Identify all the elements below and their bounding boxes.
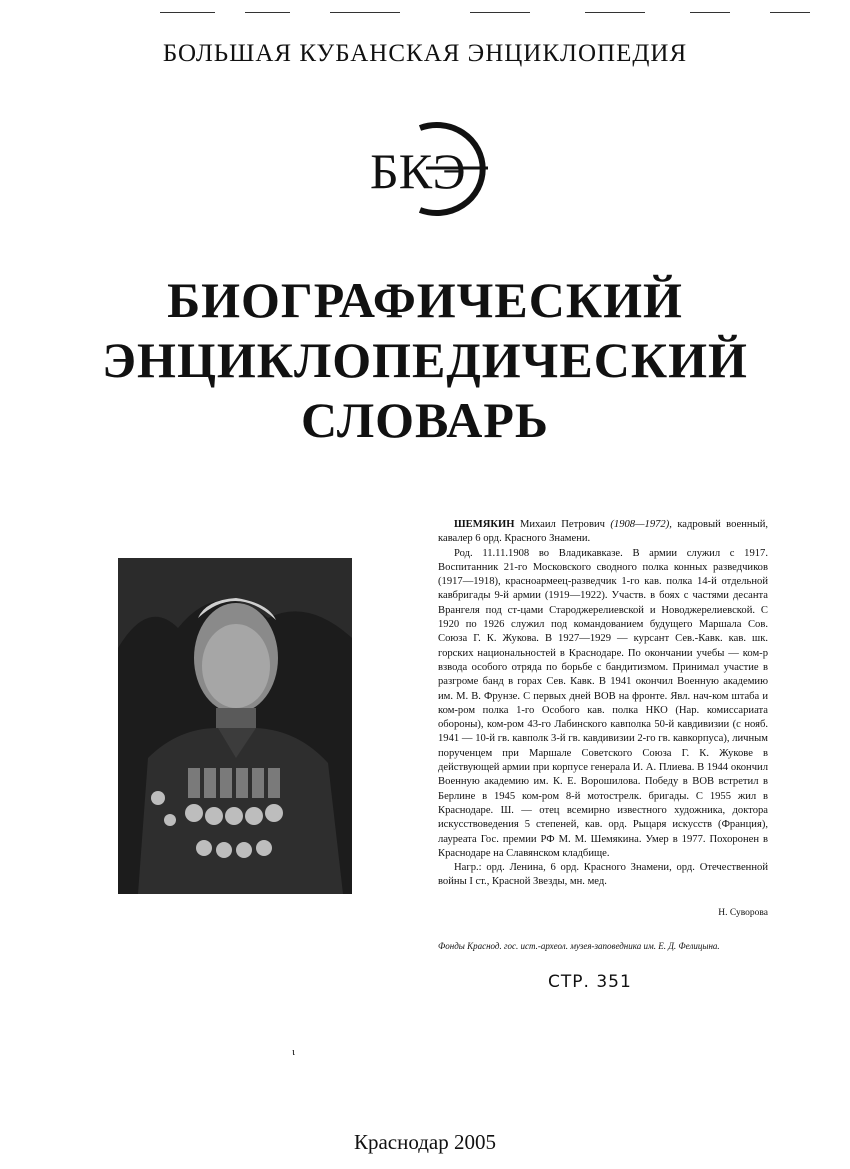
entry-lead: кадровый военный, кавалер 6 орд. Красного Знамени.	[438, 519, 769, 545]
entry-name: Михаил Петрович	[519, 519, 605, 530]
publication-place-year: Краснодар 2005	[353, 1130, 497, 1154]
entry-headword: ШЕМЯКИН	[454, 519, 515, 530]
portrait-photo	[118, 558, 352, 894]
top-rule-3	[330, 12, 400, 13]
top-rule-1	[160, 12, 215, 13]
entry-awards: Нагр.: орд. Ленина, 6 орд. Красного Знамени, орд. Отечественной войны I ст., Красной Звезды, мн. мед.	[438, 862, 768, 888]
top-rule-6	[690, 12, 730, 13]
title-line-1: БИОГРАФИЧЕСКИЙ	[167, 272, 683, 328]
encyclopedia-entry	[438, 518, 768, 952]
entry-author: Н. Суворова	[718, 907, 768, 918]
entry-dates: (1908—1972),	[610, 519, 672, 530]
stray-mark: ɩ	[292, 1046, 295, 1058]
top-rule-7	[770, 12, 810, 13]
series-title: БОЛЬШАЯ КУБАНСКАЯ ЭНЦИКЛОПЕДИЯ	[162, 40, 688, 67]
photo-source: Фонды Краснод. гос. ист.-археол. музея-заповедника им. Е. Д. Фелицына.	[438, 941, 720, 952]
title-line-2: ЭНЦИКЛОПЕДИЧЕСКИЙ	[102, 332, 748, 388]
title-line-3: СЛОВАРЬ	[301, 392, 549, 448]
top-rule-4	[470, 12, 530, 13]
entry-header	[438, 518, 768, 547]
top-rule-5	[585, 12, 645, 13]
entry-body: Род. 11.11.1908 во Владикавказе. В армии служил с 1917. Воспитанник 21-го Московского сводного полка конных разведчиков (1917—1918), красноармеец-разведчик 1-го кав. полка 14-й отдельной кавбригады 9-й армии (1919—1922). Участв. в боях с частями десанта Врангеля под ст-цами Староджерелиевской и Новоджерелиевской. С 1920 по 1926 служил под командованием будущего Маршала Сов. Союза Г. К. Жукова. В 1927—1929 — курсант Сев.-Кавк. кав. шк. горских национальностей в Краснодаре. По окончании учебы — ком-р взвода особого отряда по борьбе с бандитизмом. Принимал участие в разгроме банд в горах Сев. Кавк. В 1941 окончил Военную академию им. М. В. Фрунзе. С первых дней ВОВ на фронте. Явл. нач-ком штаба и ком-ром полка 1-го Особого кав. полка НКО (Нар. комиссариата обороны), ком-ром 43-го Лабинского кавполка 50-й кавдивизии (с нояб. 1941 — 10-й гв. кавполк 3-й гв. кавдивизии 2-го гв. кавкорпуса), личным порученцем при Маршале Советского Союза Г. К. Жукове в действующей армии при корпусе генерала И. А. Плиева. В 1944 окончил Военную академию им. К. Е. Ворошилова. Победу в ВОВ встретил в Берлине в 1945 ком-ром 8-й мотострелк. бригады. С 1955 жил в Краснодаре. Ш. — отец всемирно известного художника, доктора искусствоведения 5 степеней, кав. орд. Рыцаря искусств (Франция), лауреата Гос. премии РФ М. М. Шемякина. Умер в 1977. Похоронен в Краснодаре на Славянском кладбище.	[438, 547, 768, 859]
page-title	[0, 270, 850, 450]
page-stamp: СТР. 351	[548, 972, 632, 992]
logo-letters: БКЭ	[370, 143, 466, 199]
top-rule-2	[245, 12, 290, 13]
bke-logo	[360, 110, 510, 220]
